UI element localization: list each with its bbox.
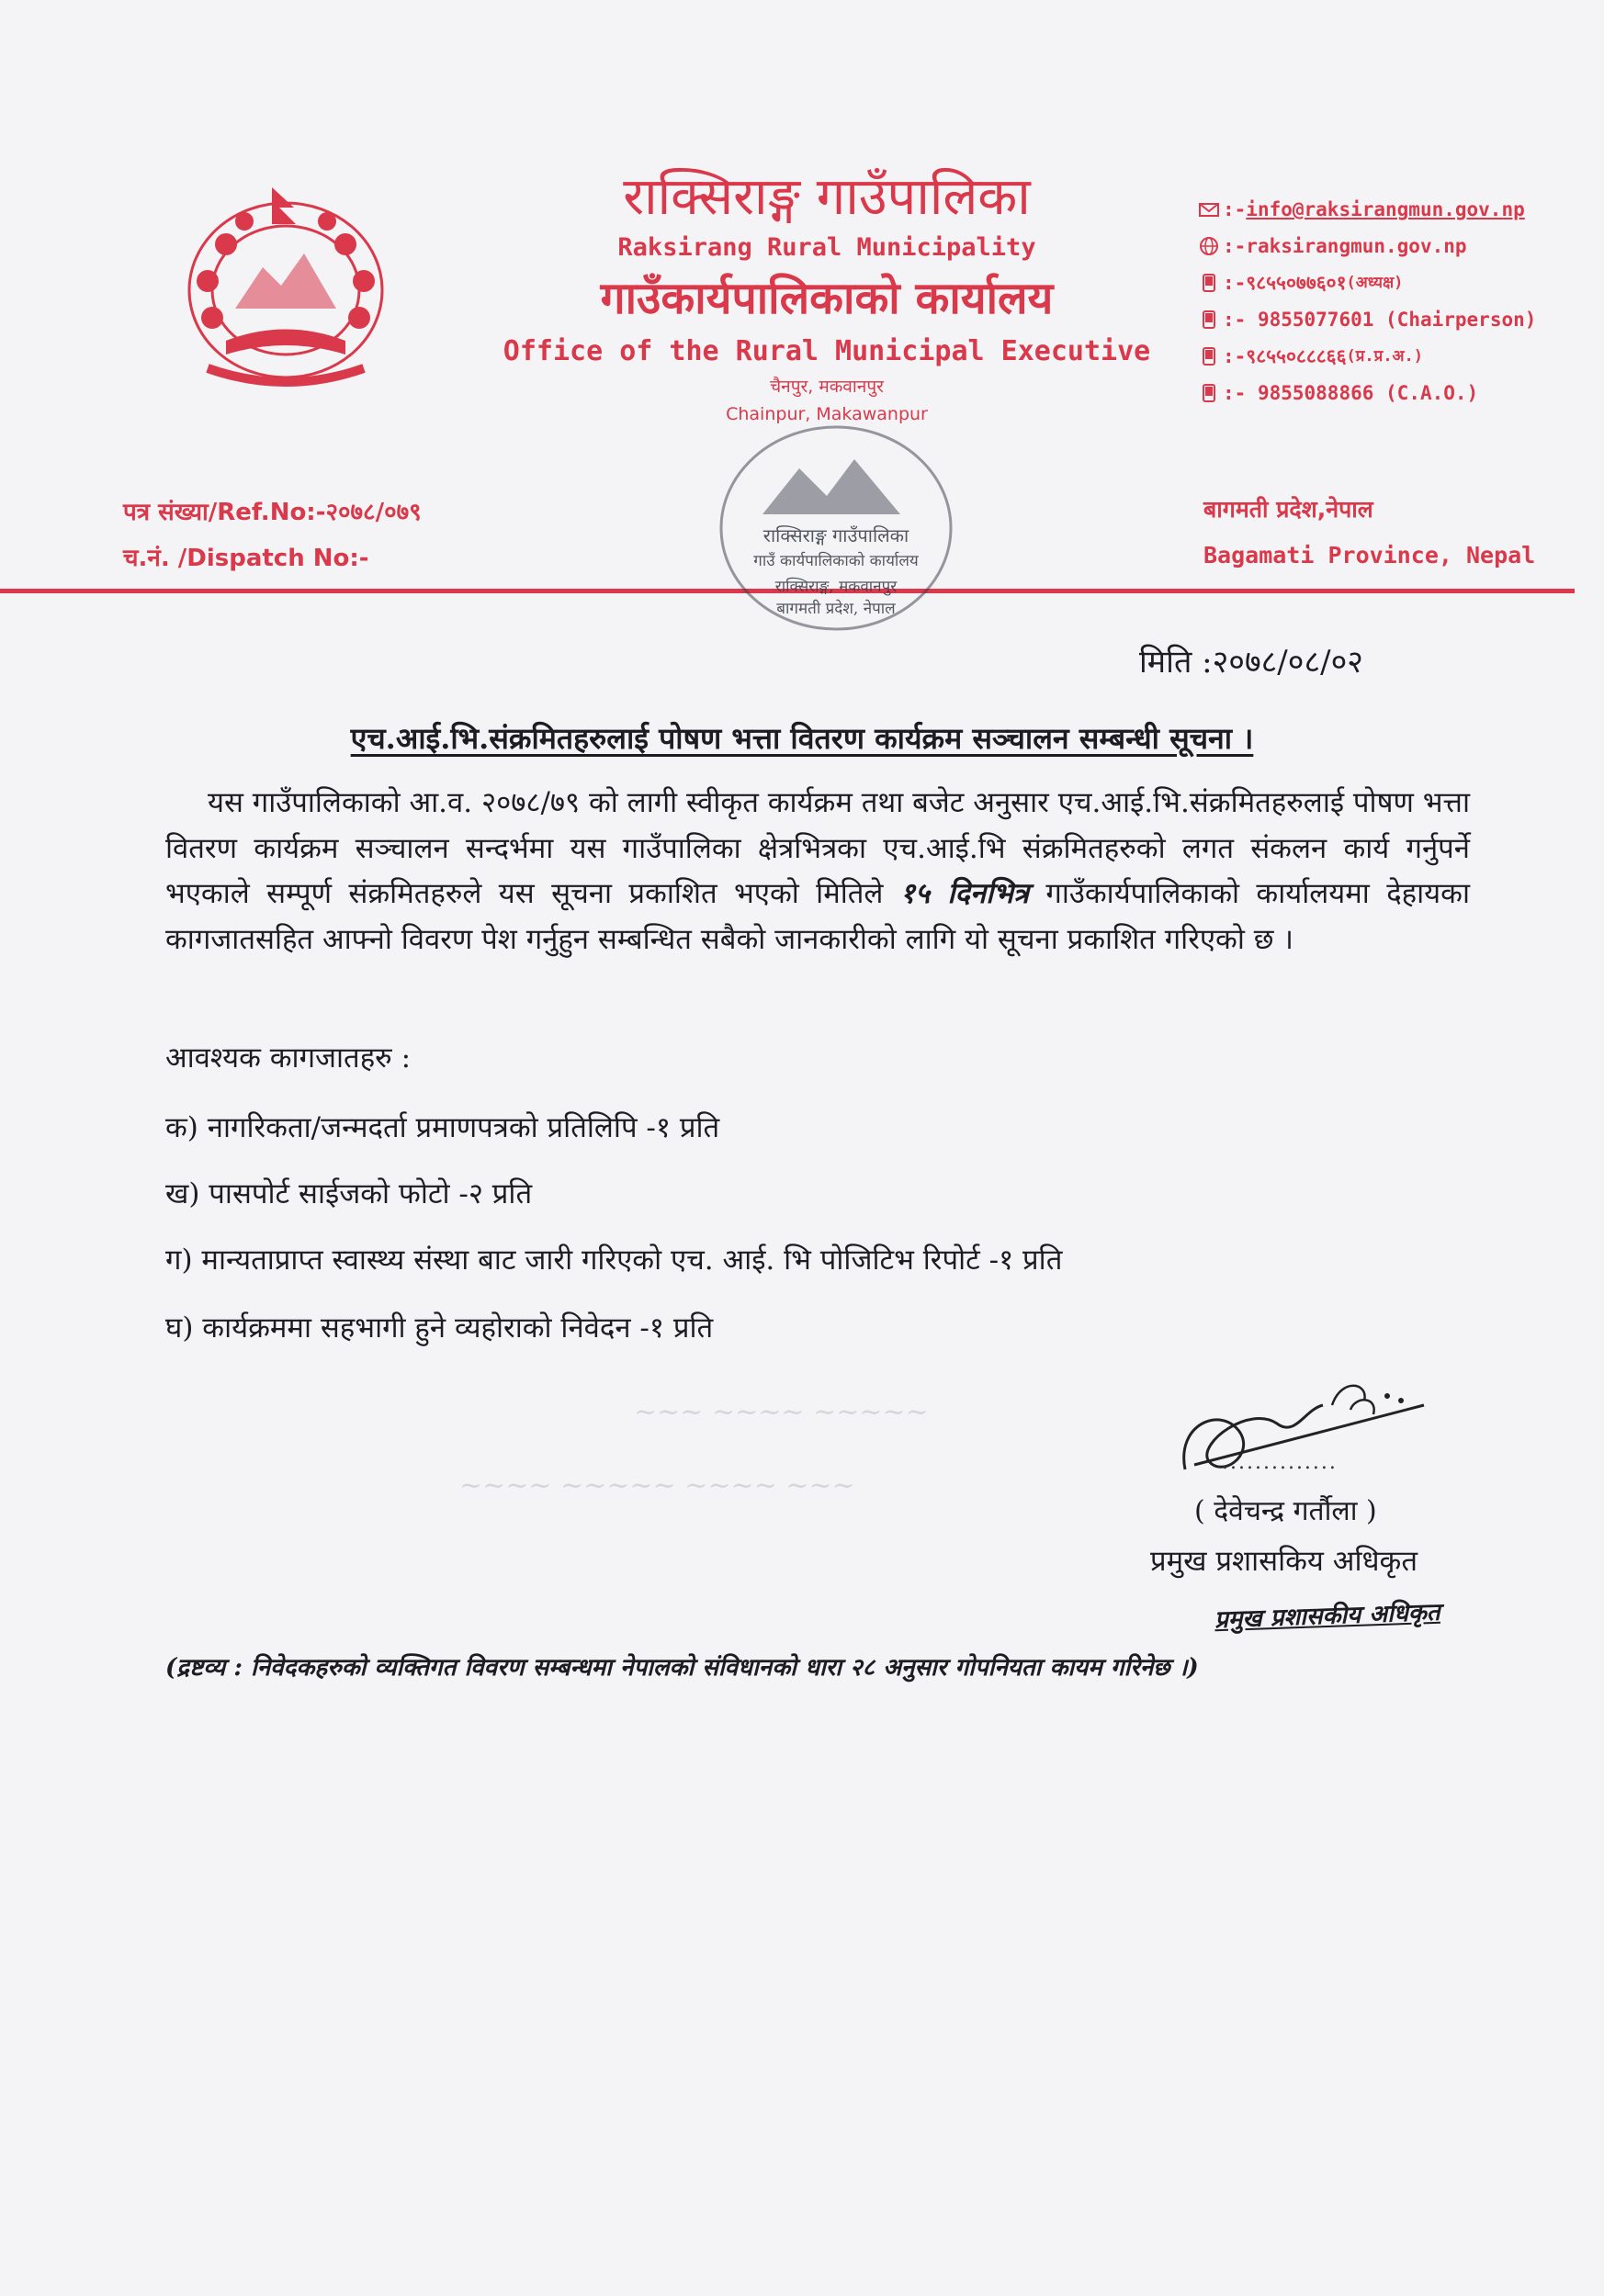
mail-icon: [1199, 199, 1219, 219]
body-text-part2: गाउँकार्यपालिकाको कार्यालयमा देहायका कागजातसहित आफ्नो विवरण पेश गर्नुहुन सम्बन्धित सबैको जानकारीको लागि यो सूचना प्रकाशित गरिएको छ ।: [165, 877, 1470, 956]
signatory-stamp: प्रमुख प्रशासकीय अधिकृत: [1214, 1598, 1441, 1635]
notice-body: [165, 781, 1470, 962]
phone-chair-ne-label: (अध्यक्ष): [1346, 274, 1404, 292]
address-ne: चैनपुर, मकवानपुर: [770, 377, 884, 397]
stamp-line1: राक्सिराङ्ग गाउँपालिका: [762, 524, 909, 546]
notice-date: मिति :२०७८/०८/०२: [1139, 644, 1363, 681]
signature-line: ..............: [1222, 1451, 1338, 1474]
phone-cao-en: 9855088866: [1257, 382, 1374, 404]
phone-chair-ne: ९८५५०७७६०१: [1246, 272, 1347, 294]
list-item: क) नागरिकता/जन्मदर्ता प्रमाणपत्रको प्रतिलिपि -१ प्रति: [165, 1111, 720, 1144]
province-en: Bagamati Province, Nepal: [1203, 542, 1536, 568]
nepal-emblem-icon: [171, 180, 401, 393]
globe-icon: [1199, 236, 1219, 256]
phone-chair-en: 9855077601: [1257, 309, 1374, 331]
province-ne: बागमती प्रदेश,नेपाल: [1203, 496, 1373, 523]
municipality-name-ne: राक्सिराङ्ग गाउँपालिका: [623, 167, 1031, 227]
phone-cao-en-label: (C.A.O.): [1385, 382, 1479, 404]
list-item: ख) पासपोर्ट साईजको फोटो -२ प्रति: [165, 1177, 533, 1210]
website-link[interactable]: raksirangmun.gov.np: [1246, 235, 1467, 257]
ref-number: पत्र संख्या/Ref.No:-२०७८/०७९: [123, 499, 422, 526]
stamp-line3: राक्सिराङ्ग, मकवानपुर: [774, 578, 898, 596]
mobile-phone-icon: [1199, 346, 1219, 366]
contact-block: :- info@raksirangmun.gov.np :- raksirangmun.gov.np :- ९८५५०७७६०१ (अध्यक्ष) :- 9855077601 (Chairperson) :- ९८५५०८८८६६ (प्र.प्र.अ.) :- 9855088866 (C.A.O.): [1199, 191, 1594, 411]
privacy-note: (द्रष्टव्य : निवेदकहरुको व्यक्तिगत विवरण सम्बन्धमा नेपालको संविधानको धारा २८ अनुसार गोपनियता कायम गरिनेछ ।): [165, 1654, 1199, 1682]
office-stamp: [707, 413, 965, 643]
reference-block: [123, 490, 422, 581]
signatory-title: प्रमुख प्रशासकिय अधिकृत: [1150, 1545, 1418, 1578]
municipality-name-en: Raksirang Rural Municipality: [617, 233, 1036, 262]
body-deadline-emphasis: १५ दिनभित्र: [899, 877, 1030, 910]
mobile-phone-icon: [1199, 383, 1219, 403]
bleed-through-mark: ~~~ ~~~~ ~~~~~: [634, 1396, 929, 1428]
phone-chair-en-label: (Chairperson): [1385, 309, 1537, 331]
list-item: घ) कार्यक्रममा सहभागी हुने व्यहोराको निवेदन -१ प्रति: [165, 1311, 714, 1345]
stamp-line2: गाउँ कार्यपालिकाको कार्यालय: [753, 552, 919, 570]
email-link[interactable]: info@raksirangmun.gov.np: [1246, 198, 1525, 220]
office-name-en: Office of the Rural Municipal Executive: [503, 335, 1151, 367]
bleed-through-mark: ~~~~ ~~~~~ ~~~~ ~~~: [459, 1469, 855, 1502]
mobile-phone-icon: [1199, 273, 1219, 293]
body-text-part1: यस गाउँपालिकाको आ.व. २०७८/७९ को लागी स्वीकृत कार्यक्रम तथा बजेट अनुसार एच.आई.भि.संक्रमितहरुलाई पोषण भत्ता वितरण कार्यक्रम सञ्चालन सन्दर्भमा यस गाउँपालिका क्षेत्रभित्रका एच.आई.भि संक्रमितहरुको लगत संकलन कार्य गर्नुपर्ने भएकाले सम्पूर्ण संक्रमितहरुले यस सूचना प्रकाशित भएको मितिले: [165, 786, 1470, 910]
notice-subject: एच.आई.भि.संक्रमितहरुलाई पोषण भत्ता वितरण कार्यक्रम सञ्चालन सम्बन्धी सूचना ।: [350, 721, 1254, 756]
province-block: [1203, 487, 1535, 579]
signatory-name: ( देवेचन्द्र गर्तौला ): [1194, 1495, 1377, 1527]
office-name-ne: गाउँकार्यपालिकाको कार्यालय: [600, 273, 1054, 324]
required-docs-heading: आवश्यक कागजातहरु :: [165, 1041, 412, 1075]
phone-cao-ne: ९८५५०८८८६६: [1246, 345, 1347, 367]
list-item: ग) मान्यताप्राप्त स्वास्थ्य संस्था बाट जारी गरिएको एच. आई. भि पोजिटिभ रिपोर्ट -१ प्रति: [165, 1244, 1063, 1277]
stamp-line4: बागमती प्रदेश, नेपाल: [776, 600, 896, 618]
mobile-phone-icon: [1199, 310, 1219, 330]
letterhead-title-block: [478, 165, 1176, 428]
address-en: Chainpur, Makawanpur: [726, 404, 928, 424]
phone-cao-ne-label: (प्र.प्र.अ.): [1346, 347, 1424, 366]
dispatch-number: च.नं. /Dispatch No:-: [123, 545, 369, 572]
